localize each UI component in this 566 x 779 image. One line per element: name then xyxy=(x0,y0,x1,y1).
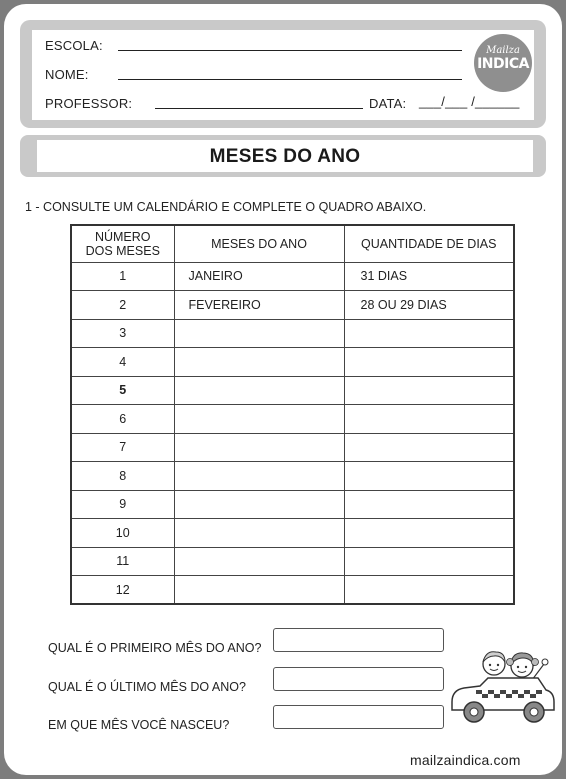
month-number: 2 xyxy=(71,291,174,320)
logo-bold-text: INDICA xyxy=(477,56,529,72)
date-blanks[interactable]: ___/___ /______ xyxy=(419,94,520,109)
month-number: 7 xyxy=(71,433,174,462)
month-name-cell[interactable]: JANEIRO xyxy=(174,262,344,291)
table-row xyxy=(71,348,514,377)
days-cell[interactable] xyxy=(344,547,514,576)
answer-first-month[interactable] xyxy=(273,628,444,652)
header-month-number xyxy=(71,225,174,262)
month-number: 11 xyxy=(71,547,174,576)
date-label: DATA: xyxy=(369,96,407,111)
days-cell[interactable] xyxy=(344,433,514,462)
teacher-line[interactable] xyxy=(155,108,363,109)
days-cell[interactable] xyxy=(344,376,514,405)
month-name-cell[interactable] xyxy=(174,376,344,405)
days-cell[interactable]: 31 DIAS xyxy=(344,262,514,291)
table-row xyxy=(71,576,514,605)
days-cell[interactable] xyxy=(344,462,514,491)
table-row xyxy=(71,433,514,462)
table-row xyxy=(71,291,514,320)
month-name-cell[interactable]: FEVEREIRO xyxy=(174,291,344,320)
website-footer[interactable]: mailzaindica.com xyxy=(410,752,521,768)
page-title: MESES DO ANO xyxy=(37,140,533,172)
month-name-cell[interactable] xyxy=(174,319,344,348)
instruction-text: 1 - CONSULTE UM CALENDÁRIO E COMPLETE O QUADRO ABAIXO. xyxy=(25,200,427,214)
table-row xyxy=(71,262,514,291)
month-name-cell[interactable] xyxy=(174,433,344,462)
days-cell[interactable] xyxy=(344,348,514,377)
answer-birth-month[interactable] xyxy=(273,705,444,729)
header-days-count: QUANTIDADE DE DIAS xyxy=(344,225,514,262)
logo-script-text: Mailza xyxy=(486,45,520,56)
school-label: ESCOLA: xyxy=(45,38,103,53)
month-number: 3 xyxy=(71,319,174,348)
month-number: 4 xyxy=(71,348,174,377)
table-row xyxy=(71,462,514,491)
month-name-cell[interactable] xyxy=(174,490,344,519)
school-line[interactable] xyxy=(118,50,462,51)
name-line[interactable] xyxy=(118,79,462,80)
month-number: 6 xyxy=(71,405,174,434)
days-cell[interactable] xyxy=(344,319,514,348)
header-month-number-text: NÚMERO DOS MESES xyxy=(85,229,160,258)
table-row xyxy=(71,547,514,576)
month-name-cell[interactable] xyxy=(174,348,344,377)
days-cell[interactable]: 28 OU 29 DIAS xyxy=(344,291,514,320)
days-cell[interactable] xyxy=(344,576,514,605)
days-cell[interactable] xyxy=(344,405,514,434)
kids-in-car-illustration xyxy=(446,640,556,730)
month-number: 1 xyxy=(71,262,174,291)
month-number: 10 xyxy=(71,519,174,548)
month-name-cell[interactable] xyxy=(174,405,344,434)
month-number: 9 xyxy=(71,490,174,519)
month-name-cell[interactable] xyxy=(174,576,344,605)
question-first-month: QUAL É O PRIMEIRO MÊS DO ANO? xyxy=(48,641,262,655)
header-month-name: MESES DO ANO xyxy=(174,225,344,262)
question-birth-month: EM QUE MÊS VOCÊ NASCEU? xyxy=(48,718,230,732)
table-row xyxy=(71,319,514,348)
table-header-row xyxy=(71,225,514,262)
table-row xyxy=(71,376,514,405)
table-row xyxy=(71,490,514,519)
table-row xyxy=(71,519,514,548)
table-row xyxy=(71,405,514,434)
days-cell[interactable] xyxy=(344,490,514,519)
days-cell[interactable] xyxy=(344,519,514,548)
month-name-cell[interactable] xyxy=(174,547,344,576)
answer-last-month[interactable] xyxy=(273,667,444,691)
name-label: NOME: xyxy=(45,67,89,82)
month-number: 12 xyxy=(71,576,174,605)
question-last-month: QUAL É O ÚLTIMO MÊS DO ANO? xyxy=(48,680,246,694)
month-name-cell[interactable] xyxy=(174,462,344,491)
mailza-indica-logo xyxy=(474,34,532,92)
month-number: 5 xyxy=(71,376,174,405)
month-name-cell[interactable] xyxy=(174,519,344,548)
month-number: 8 xyxy=(71,462,174,491)
teacher-label: PROFESSOR: xyxy=(45,96,133,111)
months-table xyxy=(70,224,515,605)
